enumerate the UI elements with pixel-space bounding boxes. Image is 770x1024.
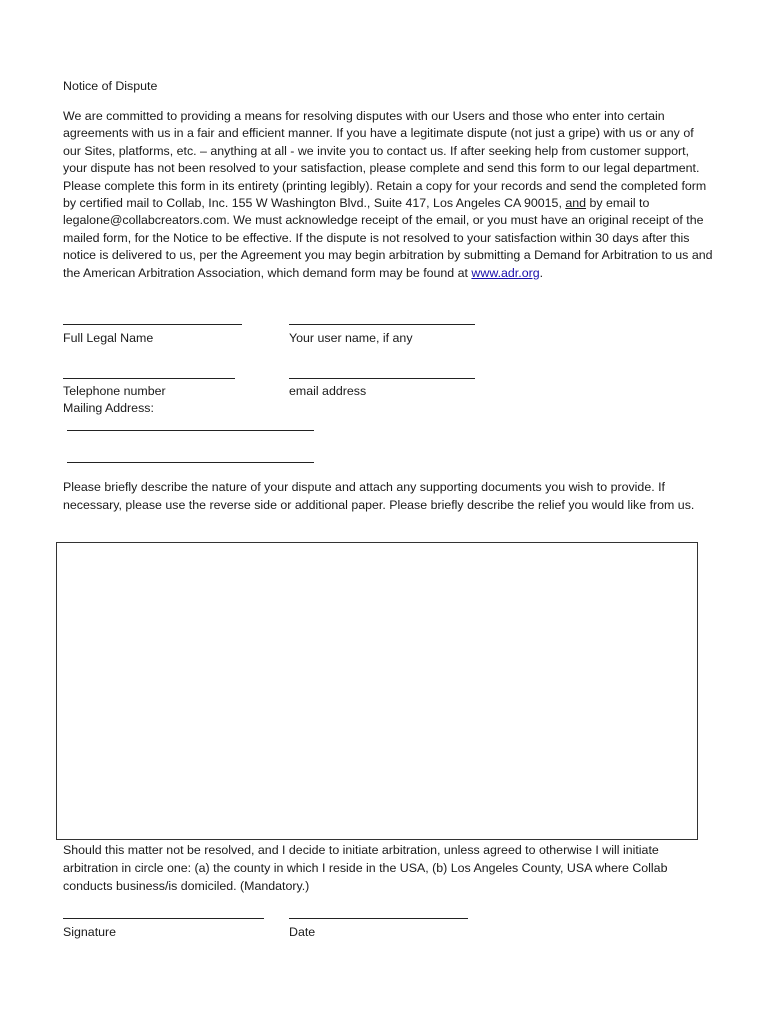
dispute-description-box[interactable] <box>56 542 698 840</box>
mailing-address-line-2[interactable] <box>67 462 314 463</box>
signature-label: Signature <box>63 925 117 939</box>
date-label: Date <box>289 925 316 939</box>
document-title: Notice of Dispute <box>63 79 158 93</box>
signature-line[interactable] <box>63 918 264 919</box>
intro-text-part1: We are committed to providing a means for resolving disputes with our Users and those who enter into certain agreements with us in a fair and efficient manner. If you have a legitimate dispute (not just a gripe) with us or any of our Sites, platforms, etc. – anything at all - we invite you to contact us. If after seeking help from customer support, your dispute has not been resolved to your satisfaction, please complete and send this form to our legal department. Please complete this form in its entirety (printing legibly). Retain a copy for your records and send the completed form by certified mail to Collab, Inc. 155 W Washington Blvd., Suite 417, Los Angeles CA 90015, <box>63 109 707 211</box>
adr-link[interactable]: www.adr.org <box>471 265 540 280</box>
intro-and-word: and <box>565 196 587 211</box>
user-name-line[interactable] <box>289 324 475 325</box>
user-name-label: Your user name, if any <box>289 331 413 345</box>
telephone-label: Telephone number <box>63 384 166 398</box>
arbitration-statement: Should this matter not be resolved, and I decide to initiate arbitration, unless agreed to otherwise I will initiate arbitration in circle one: (a) the county in which I reside in the USA, (b) Los Angeles County, USA where Collab conducts business/is domiciled. (Mandatory.) <box>63 843 668 893</box>
email-line[interactable] <box>289 378 475 379</box>
describe-instructions: Please briefly describe the nature of your dispute and attach any supporting documents you wish to provide. If necessary, please use the reverse side or additional paper. Please briefly describe the relief you would like from us. <box>63 480 695 512</box>
email-label: email address <box>289 384 367 398</box>
telephone-line[interactable] <box>63 378 235 379</box>
intro-paragraph <box>63 108 713 282</box>
intro-text-part2: by email to legalone@collabcreators.com. We must acknowledge receipt of the email, or you must have an original receipt of the mailed form, for the Notice to be effective. If the dispute is not resolved to your satisfaction within 30 days after this notice is delivered to us, per the Agreement you may begin arbitration by submitting a Demand for Arbitration to us and the American Arbitration Association, which demand form may be found at <box>63 196 713 280</box>
full-legal-name-label: Full Legal Name <box>63 331 154 345</box>
mailing-address-label: Mailing Address: <box>63 401 154 415</box>
full-legal-name-line[interactable] <box>63 324 242 325</box>
date-line[interactable] <box>289 918 468 919</box>
intro-end: . <box>539 265 544 280</box>
mailing-address-line-1[interactable] <box>67 430 314 431</box>
